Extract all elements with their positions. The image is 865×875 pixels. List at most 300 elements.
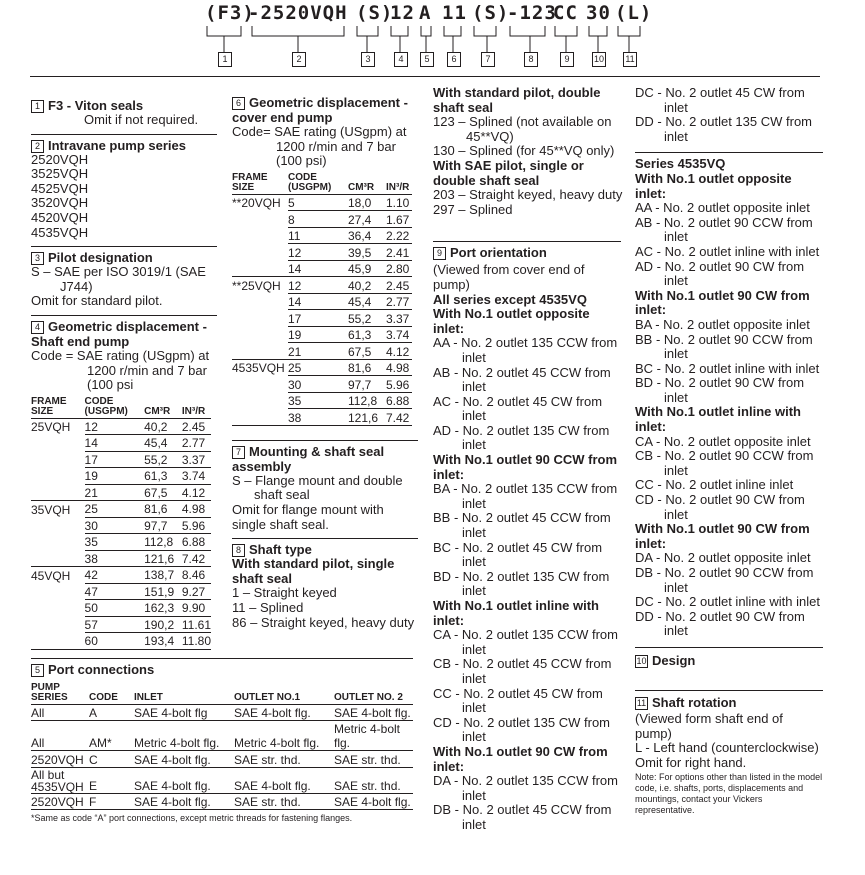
- table-row: [31, 793, 413, 810]
- table-cell: 4.98: [182, 501, 211, 518]
- table-cell: All: [31, 704, 89, 721]
- port-intro: (Viewed from cover end of pump): [433, 262, 585, 292]
- table-cell: 61,3: [144, 468, 182, 485]
- table-row: [31, 767, 413, 793]
- table-cell: C: [89, 751, 134, 768]
- port-option: DD - No. 2 outlet 90 CW from inlet: [635, 608, 805, 639]
- port-group-heading: With No.1 outlet 90 CW from inlet:: [433, 743, 608, 774]
- table-cell: 12: [288, 244, 348, 261]
- table-row: [31, 633, 211, 650]
- code-part-4: 12: [390, 2, 415, 24]
- table-cell: E: [89, 767, 134, 793]
- port-option: AA - No. 2 outlet 135 CCW from inlet: [433, 335, 618, 365]
- frame-size-cell: [232, 310, 288, 327]
- series-item: 3520VQH: [31, 195, 89, 211]
- code-part-2: -2520VQH: [248, 2, 348, 24]
- port-option: AB - No. 2 outlet 45 CCW from inlet: [433, 364, 611, 395]
- table-row: [232, 293, 412, 310]
- table-cell: 45,9: [348, 260, 386, 277]
- code-box-9: 9: [560, 52, 574, 67]
- table-row: [31, 550, 211, 567]
- table-cell: 11.80: [181, 634, 211, 649]
- section-11-number: 11: [636, 697, 647, 708]
- table-row: [232, 227, 412, 244]
- col-header: CODE (USGPM): [85, 397, 145, 419]
- table-cell: 25: [85, 501, 145, 518]
- port-option: CB - No. 2 outlet 45 CCW from inlet: [433, 656, 612, 686]
- code-part-6: 11: [442, 2, 467, 24]
- table-row: [31, 721, 413, 751]
- code-part-8: -123: [507, 2, 557, 24]
- col-header: OUTLET NO. 2: [334, 683, 413, 705]
- table-row: [232, 277, 412, 294]
- section-6: [232, 92, 418, 426]
- frame-size-cell: [232, 392, 288, 409]
- section-4: [31, 315, 217, 650]
- frame-size-cell: [232, 343, 288, 360]
- frame-size-cell: [232, 211, 288, 228]
- table-row: [31, 501, 211, 518]
- table-cell: 151,9: [144, 583, 182, 600]
- table-row: [232, 359, 412, 376]
- table-row: [31, 534, 211, 551]
- table-cell: 47: [85, 583, 145, 600]
- table-cell: 162,3: [144, 600, 182, 617]
- frame-size-cell: 4535VQH: [232, 361, 285, 376]
- series-item: 3525VQH: [31, 166, 89, 182]
- table-cell: 5.96: [182, 517, 211, 534]
- mounting-line: S – Flange mount and double shaft seal: [232, 472, 403, 503]
- table-cell: 45,4: [348, 293, 386, 310]
- table-cell: 4.98: [386, 359, 412, 376]
- table-cell: SAE 4-bolt flg.: [134, 793, 234, 810]
- code-box-4: 4: [394, 52, 408, 67]
- table-row: [232, 194, 412, 211]
- table-cell: 3.37: [386, 310, 412, 327]
- port-group-heading: With No.1 outlet opposite inlet:: [433, 306, 590, 336]
- port-option: CB - No. 2 outlet 90 CCW from inlet: [635, 448, 814, 478]
- shaft-subheading: With SAE pilot, single or double shaft seal: [433, 157, 584, 188]
- table-row: [31, 484, 211, 501]
- table-cell: 138,7: [144, 567, 182, 584]
- table-row: [232, 260, 412, 277]
- col-header: OUTLET NO.1: [234, 683, 334, 705]
- table-cell: 55,2: [348, 310, 386, 327]
- section-9-number: 9: [433, 247, 446, 260]
- port-group-heading: With No.1 outlet opposite inlet:: [635, 170, 792, 201]
- port-option: DB - No. 2 outlet 45 CCW from inlet: [433, 802, 612, 832]
- column-3: [433, 86, 621, 833]
- col-header: CM³R: [348, 173, 386, 195]
- shaft-option: 297 – Splined: [433, 201, 513, 217]
- port-option: CA - No. 2 outlet opposite inlet: [635, 433, 811, 449]
- section-1: [31, 95, 217, 128]
- table-cell: SAE 4-bolt flg.: [134, 767, 234, 793]
- section-5: [31, 658, 413, 825]
- section-3-number: 3: [31, 252, 44, 265]
- section-2-number: 2: [31, 140, 44, 153]
- table-cell: 35: [85, 534, 145, 551]
- table-cell: 9.90: [182, 600, 211, 617]
- frame-size-cell: [31, 468, 85, 485]
- port-groups: [433, 307, 621, 832]
- table-cell: 40,2: [144, 418, 182, 435]
- cover-end-displacement-table: [232, 173, 412, 426]
- port-option: BD - No. 2 outlet 135 CW from inlet: [433, 568, 610, 599]
- port-option: DA - No. 2 outlet 135 CCW from inlet: [433, 773, 618, 803]
- table-cell: 6.88: [386, 392, 412, 409]
- table-row: [232, 392, 412, 409]
- code-box-3: 3: [361, 52, 375, 67]
- port-option: BA - No. 2 outlet 135 CCW from inlet: [433, 481, 618, 511]
- port-connections-table: [31, 683, 413, 811]
- col-header: IN³/R: [386, 173, 412, 195]
- table-cell: 39,5: [348, 244, 386, 261]
- code-part-7: (S): [472, 2, 510, 24]
- code-box-2: 2: [292, 52, 306, 67]
- frame-size-cell: **20VQH: [232, 196, 281, 211]
- table-cell: 7.42: [182, 550, 211, 567]
- frame-size-cell: **25VQH: [232, 278, 281, 293]
- table-row: [31, 616, 211, 633]
- table-cell: F: [89, 793, 134, 810]
- table-cell: 55,2: [144, 451, 182, 468]
- table-cell: 67,5: [348, 343, 386, 360]
- section-3-title: Pilot designation: [48, 250, 153, 266]
- table-cell: Metric 4-bolt flg.: [334, 721, 413, 751]
- table-row: [232, 376, 412, 393]
- section-10: [635, 647, 823, 668]
- table-row: [31, 435, 211, 452]
- table-cell: 21: [288, 343, 348, 360]
- table-cell: SAE str. thd.: [234, 751, 334, 768]
- table-cell: 45,4: [144, 435, 182, 452]
- table-row: [31, 751, 413, 768]
- code-part-10: 30: [586, 2, 611, 24]
- table-cell: 12: [288, 277, 348, 294]
- table-cell: Metric 4-bolt flg.: [134, 721, 234, 751]
- port-option: DC - No. 2 outlet inline with inlet: [635, 594, 820, 610]
- frame-size-cell: [232, 376, 288, 393]
- table-row: [232, 409, 412, 426]
- table-cell: AM*: [89, 721, 134, 751]
- table-cell: 3.74: [182, 468, 211, 485]
- table-row: [31, 517, 211, 534]
- table-cell: 50: [85, 600, 145, 617]
- frame-size-cell: 45VQH: [31, 568, 71, 583]
- section-10-title: Design: [652, 652, 696, 668]
- frame-size-cell: [31, 484, 85, 501]
- frame-size-cell: [232, 293, 288, 310]
- port-option: CD - No. 2 outlet 135 CW from inlet: [433, 714, 610, 745]
- frame-size-cell: [232, 244, 288, 261]
- table-cell: SAE 4-bolt flg.: [234, 704, 334, 721]
- table-cell: 3.37: [182, 451, 211, 468]
- shaft-option: 86 – Straight keyed, heavy duty: [232, 614, 415, 630]
- section-2: [31, 134, 217, 241]
- table-cell: 2.41: [386, 244, 412, 261]
- table-cell: 38: [85, 550, 145, 567]
- series-item: 4535VQH: [31, 224, 89, 240]
- frame-size-cell: [31, 600, 85, 617]
- rotation-line: (Viewed form shaft end of pump): [635, 710, 783, 741]
- table-cell: 2.22: [386, 227, 412, 244]
- col-header: CODE: [89, 683, 134, 705]
- table-row: [31, 418, 211, 435]
- frame-size-cell: [31, 550, 85, 567]
- table-cell: 121,6: [348, 409, 386, 426]
- frame-size-cell: [31, 616, 85, 633]
- section-7-title: Mounting & shaft seal assembly: [232, 443, 385, 474]
- code-part-5: A: [419, 2, 432, 24]
- table-cell: 8: [288, 211, 348, 228]
- section-8-title: Shaft type: [249, 542, 312, 558]
- pilot-line: Omit for standard pilot.: [31, 293, 163, 309]
- table-cell: 6.88: [182, 534, 211, 551]
- shaft-end-displacement-table: [31, 397, 211, 650]
- table-cell: 112,8: [348, 392, 386, 409]
- frame-size-cell: [232, 260, 288, 277]
- shaft-type-continued: [433, 86, 621, 217]
- frame-size-cell: [31, 633, 85, 650]
- port-option: BC - No. 2 outlet inline with inlet: [635, 360, 820, 376]
- table-row: [31, 600, 211, 617]
- frame-size-cell: 25VQH: [31, 420, 71, 435]
- section-5-number: 5: [31, 664, 44, 677]
- port-footnote: *Same as code “A” port connections, except metric threads for fastening flanges.: [31, 813, 353, 824]
- section-10-number: 10: [636, 655, 647, 666]
- section-8: [232, 538, 418, 630]
- port-option: AC - No. 2 outlet inline with inlet: [635, 243, 820, 259]
- table-cell: 8.46: [182, 567, 211, 584]
- pilot-line: S – SAE per ISO 3019/1 (SAE J744): [31, 264, 206, 294]
- table-cell: 14: [85, 435, 145, 452]
- section-9: [433, 241, 621, 832]
- port-option: DB - No. 2 outlet 90 CCW from inlet: [635, 565, 814, 595]
- table-cell: SAE str. thd.: [334, 767, 413, 793]
- rotation-line: L - Left hand (counterclockwise): [635, 740, 819, 756]
- table-cell: 2.80: [386, 260, 412, 277]
- code-part-3: (S): [356, 2, 394, 24]
- frame-size-cell: [31, 517, 85, 534]
- table-cell: 11.61: [181, 617, 211, 632]
- series-4535-block: [635, 152, 823, 639]
- port-option: CD - No. 2 outlet 90 CW from inlet: [635, 492, 805, 522]
- code-part-11: (L): [615, 2, 653, 24]
- table-cell: 21: [85, 484, 145, 501]
- table-cell: SAE 4-bolt flg: [134, 704, 234, 721]
- table-cell: 2.45: [386, 277, 412, 294]
- table-row: [232, 244, 412, 261]
- table-cell: 40,2: [348, 277, 386, 294]
- table-cell: 193,4: [144, 633, 182, 650]
- table-row: [31, 583, 211, 600]
- shaft-option: 1 – Straight keyed: [232, 585, 337, 601]
- section-4-title: Geometric displacement - Shaft end pump: [31, 318, 207, 349]
- section-5-title: Port connections: [48, 661, 155, 677]
- table-cell: 18,0: [348, 194, 386, 211]
- table-cell: 61,3: [348, 326, 386, 343]
- table-cell: 5: [288, 194, 348, 211]
- section-7: [232, 440, 418, 532]
- table-cell: 97,7: [348, 376, 386, 393]
- section-1-title: F3 - Viton seals: [48, 98, 144, 113]
- mounting-line: Omit for flange mount with single shaft seal.: [232, 501, 384, 532]
- table-cell: 5.96: [386, 376, 412, 393]
- table-row: [31, 468, 211, 485]
- table-row: [31, 704, 413, 721]
- table-cell: 25: [288, 359, 348, 376]
- table-row: [232, 343, 412, 360]
- col-header: CODE (USGPM): [288, 173, 348, 195]
- port-option: BB - No. 2 outlet 90 CCW from inlet: [635, 331, 813, 362]
- section-7-number: 7: [232, 446, 245, 459]
- table-cell: 11: [288, 227, 348, 244]
- port-option: CA - No. 2 outlet 135 CCW from inlet: [433, 627, 618, 657]
- section-4-number: 4: [31, 321, 44, 334]
- table-cell: 30: [85, 517, 145, 534]
- table-cell: 97,7: [144, 517, 182, 534]
- shaft-subheading: With standard pilot, double shaft seal: [433, 85, 601, 115]
- port-group-heading: With No.1 outlet 90 CW from inlet:: [635, 287, 810, 318]
- code-box-8: 8: [524, 52, 538, 67]
- section-2-title: Intravane pump series: [48, 137, 186, 153]
- port-subheading: All series except 4535VQ: [433, 291, 587, 307]
- table-row: [31, 567, 211, 584]
- frame-size-cell: [31, 435, 85, 452]
- table-cell: 9.27: [182, 583, 211, 600]
- table-cell: 190,2: [144, 616, 182, 633]
- table-cell: SAE str. thd.: [334, 751, 413, 768]
- table-cell: 35: [288, 392, 348, 409]
- section-4-code-line: Code = SAE rating (USgpm) at 1200 r/min and 7 bar (100 psi: [31, 347, 210, 393]
- port-group-heading: With No.1 outlet 90 CW from inlet:: [635, 521, 810, 551]
- table-cell: 67,5: [144, 484, 182, 501]
- port-option: DD - No. 2 outlet 135 CW from inlet: [635, 114, 812, 144]
- table-cell: 4.12: [386, 343, 412, 360]
- port-option: BB - No. 2 outlet 45 CCW from inlet: [433, 510, 611, 541]
- table-row: [232, 326, 412, 343]
- table-cell: SAE 4-bolt flg.: [334, 704, 413, 721]
- table-cell: SAE 4-bolt flg.: [134, 751, 234, 768]
- code-box-10: 10: [592, 52, 606, 67]
- section-6-number: 6: [232, 97, 245, 110]
- port-groups-4535: [635, 172, 823, 639]
- frame-size-cell: [31, 534, 85, 551]
- frame-size-cell: [31, 583, 85, 600]
- port-orientation-continued: [635, 86, 823, 144]
- col-header: CM³R: [144, 397, 182, 419]
- port-option: AD - No. 2 outlet 135 CW from inlet: [433, 422, 610, 453]
- code-box-1: 1: [218, 52, 232, 67]
- table-cell: 17: [85, 451, 145, 468]
- table-cell: 17: [288, 310, 348, 327]
- table-cell: 19: [288, 326, 348, 343]
- table-cell: 2520VQH: [31, 793, 89, 810]
- port-option: AA - No. 2 outlet opposite inlet: [635, 200, 810, 216]
- series-item: 4525VQH: [31, 180, 89, 196]
- section-11-title: Shaft rotation: [652, 694, 737, 710]
- port-group-heading: With No.1 outlet inline with inlet:: [635, 404, 801, 435]
- table-cell: 30: [288, 376, 348, 393]
- frame-size-cell: [232, 227, 288, 244]
- code-part-9: CC: [553, 2, 578, 24]
- shaft-option: 203 – Straight keyed, heavy duty: [433, 187, 623, 203]
- table-cell: 2.45: [182, 418, 211, 435]
- series-heading: Series 4535VQ: [635, 156, 726, 172]
- table-cell: SAE 4-bolt flg.: [234, 767, 334, 793]
- table-cell: 121,6: [144, 550, 182, 567]
- table-cell: 1.67: [386, 211, 412, 228]
- table-cell: SAE str. thd.: [234, 793, 334, 810]
- table-cell: A: [89, 704, 134, 721]
- section-9-title: Port orientation: [450, 245, 547, 261]
- section-8-number: 8: [232, 544, 245, 557]
- code-part-1: (F3): [205, 2, 255, 24]
- rotation-line: Omit for right hand.: [635, 754, 747, 770]
- table-cell: 81,6: [348, 359, 386, 376]
- section-1-line: Omit if not required.: [84, 112, 199, 127]
- vickers-note: Note: For options other than listed in the model code, i.e. shafts, ports, displacements and mountings, contact your Vickers representative.: [635, 772, 823, 816]
- table-cell: 60: [85, 633, 145, 650]
- frame-size-cell: [31, 451, 85, 468]
- table-row: [232, 211, 412, 228]
- code-box-5: 5: [420, 52, 434, 67]
- port-group-heading: With No.1 outlet 90 CCW from inlet:: [433, 452, 618, 482]
- col-header: FRAME SIZE: [232, 173, 288, 195]
- column-4: [635, 86, 823, 816]
- section-1-number: 1: [31, 100, 44, 113]
- table-cell: 1.10: [386, 194, 412, 211]
- port-option: AB - No. 2 outlet 90 CCW from inlet: [635, 214, 813, 245]
- table-row: [232, 310, 412, 327]
- table-cell: 38: [288, 409, 348, 426]
- column-2: [232, 88, 418, 630]
- table-cell: 19: [85, 468, 145, 485]
- table-cell: 27,4: [348, 211, 386, 228]
- table-cell: 7.42: [386, 409, 412, 426]
- col-header: INLET: [134, 683, 234, 705]
- port-option: DA - No. 2 outlet opposite inlet: [635, 550, 811, 566]
- table-cell: 36,4: [348, 227, 386, 244]
- code-box-7: 7: [481, 52, 495, 67]
- table-cell: All but 4535VQH: [31, 767, 89, 793]
- shaft-subheading: With standard pilot, single shaft seal: [232, 556, 395, 586]
- table-cell: 42: [85, 567, 145, 584]
- table-cell: 14: [288, 293, 348, 310]
- table-cell: 12: [85, 418, 145, 435]
- table-cell: 14: [288, 260, 348, 277]
- table-cell: 2520VQH: [31, 751, 89, 768]
- port-option: DC - No. 2 outlet 45 CW from inlet: [635, 85, 805, 115]
- code-box-6: 6: [447, 52, 461, 67]
- table-cell: 2.77: [386, 293, 412, 310]
- section-3: [31, 246, 217, 309]
- table-cell: 112,8: [144, 534, 182, 551]
- port-option: CC - No. 2 outlet inline inlet: [635, 477, 794, 493]
- frame-size-cell: 35VQH: [31, 502, 71, 517]
- top-rule: [30, 76, 820, 77]
- section-11: [635, 690, 823, 816]
- shaft-option: 123 – Splined (not available on 45**VQ): [433, 114, 612, 144]
- port-option: AD - No. 2 outlet 90 CW from inlet: [635, 258, 805, 289]
- section-6-title: Geometric displacement - cover end pump: [232, 95, 408, 125]
- series-item: 2520VQH: [31, 151, 89, 167]
- col-header: FRAME SIZE: [31, 397, 85, 419]
- port-option: AC - No. 2 outlet 45 CW from inlet: [433, 393, 603, 424]
- table-cell: Metric 4-bolt flg.: [234, 721, 334, 751]
- col-header: PUMP SERIES: [31, 683, 89, 705]
